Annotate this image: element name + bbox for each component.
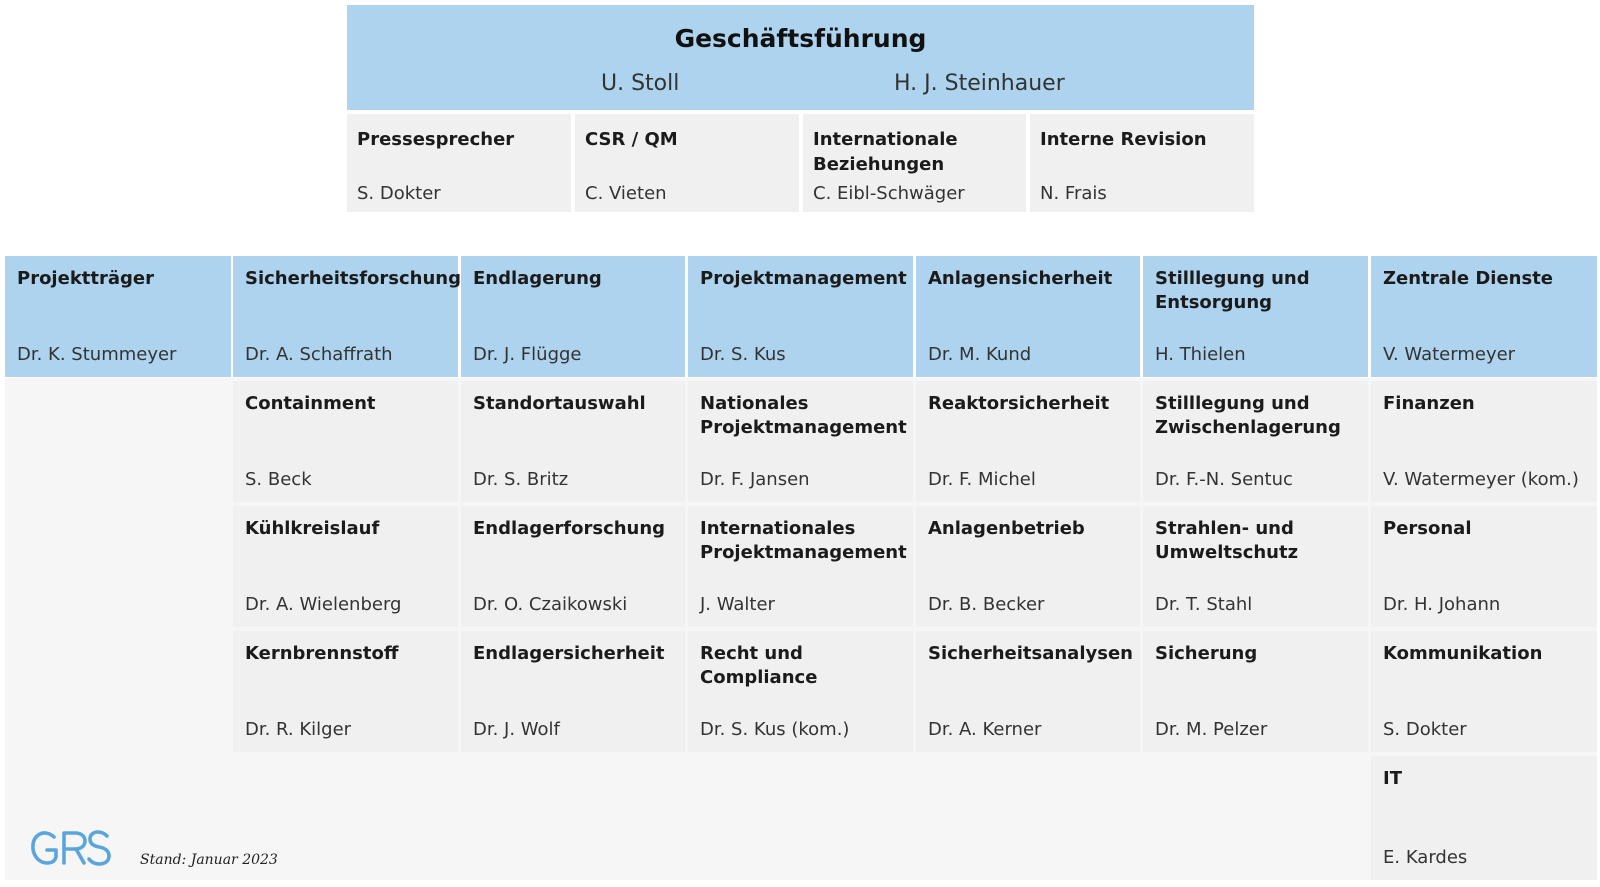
unit-title: Strahlen- und Umweltschutz <box>1155 518 1299 563</box>
staff-name: N. Frais <box>1040 183 1107 204</box>
unit-head: Dr. O. Czaikowski <box>473 594 628 615</box>
unit-title: Standortauswahl <box>473 393 646 414</box>
unit-box <box>1371 631 1597 752</box>
unit-box <box>461 381 685 502</box>
division-head: Dr. S. Kus <box>700 344 786 365</box>
unit-title: Anlagenbetrieb <box>928 518 1085 539</box>
division-head: Dr. K. Stummeyer <box>17 344 177 365</box>
unit-head: Dr. F. Jansen <box>700 469 810 490</box>
unit-title: Sicherung <box>1155 643 1258 664</box>
division-title: Anlagensicherheit <box>928 268 1113 289</box>
management-person: U. Stoll <box>601 71 680 96</box>
unit-head: Dr. R. Kilger <box>245 719 352 740</box>
division-header-projekttraeger <box>5 256 231 377</box>
management-title: Geschäftsführung <box>674 24 927 53</box>
unit-head: Dr. M. Pelzer <box>1155 719 1268 740</box>
unit-head: Dr. A. Kerner <box>928 719 1042 740</box>
unit-box <box>916 381 1140 502</box>
staff-title: Interne Revision <box>1040 129 1207 150</box>
unit-box <box>461 631 685 752</box>
unit-head: Dr. J. Wolf <box>473 719 560 740</box>
division-header-stilllegung-entsorgung <box>1143 256 1368 377</box>
unit-box <box>1371 381 1597 502</box>
unit-title: Endlagersicherheit <box>473 643 665 664</box>
staff-box-csr-qm <box>575 114 799 212</box>
unit-box <box>688 381 913 502</box>
unit-head: Dr. B. Becker <box>928 594 1045 615</box>
unit-title: Kühlkreislauf <box>245 518 380 539</box>
unit-head: Dr. S. Kus (kom.) <box>700 719 850 740</box>
division-head: Dr. M. Kund <box>928 344 1032 365</box>
unit-box <box>1143 631 1368 752</box>
unit-title: Internationales Projektmanagement <box>700 518 907 563</box>
unit-title: IT <box>1383 768 1402 789</box>
unit-head: Dr. F.-N. Sentuc <box>1155 469 1293 490</box>
staff-title: Internationale Beziehungen <box>813 129 958 175</box>
unit-title: Reaktorsicherheit <box>928 393 1110 414</box>
division-head: Dr. A. Schaffrath <box>245 344 393 365</box>
staff-box-pressesprecher <box>347 114 571 212</box>
division-head: Dr. J. Flügge <box>473 344 582 365</box>
unit-head: Dr. S. Britz <box>473 469 569 490</box>
staff-box-internationale-beziehungen <box>803 114 1026 212</box>
unit-box-it <box>1371 756 1597 880</box>
division-header-zentrale-dienste <box>1371 256 1597 377</box>
unit-box <box>1143 506 1368 627</box>
unit-box <box>461 506 685 627</box>
division-title: Projektträger <box>17 268 154 289</box>
unit-title: Containment <box>245 393 376 414</box>
staff-title: Pressesprecher <box>357 129 515 150</box>
unit-box <box>688 506 913 627</box>
division-header-endlagerung <box>461 256 685 377</box>
unit-title: Personal <box>1383 518 1472 539</box>
unit-head: S. Beck <box>245 469 312 490</box>
unit-head: E. Kardes <box>1383 847 1468 868</box>
unit-box <box>688 631 913 752</box>
unit-box <box>233 381 458 502</box>
management-person: H. J. Steinhauer <box>894 71 1065 96</box>
unit-title: Nationales Projektmanagement <box>700 393 907 438</box>
unit-title: Sicherheitsanalysen <box>928 643 1133 664</box>
unit-head: Dr. A. Wielenberg <box>245 594 402 615</box>
staff-name: C. Vieten <box>585 183 667 204</box>
unit-title: Finanzen <box>1383 393 1475 414</box>
unit-head: S. Dokter <box>1383 719 1467 740</box>
division-header-projektmanagement <box>688 256 913 377</box>
unit-box <box>916 631 1140 752</box>
unit-head: J. Walter <box>700 594 775 615</box>
unit-box <box>1143 381 1368 502</box>
division-header-anlagensicherheit <box>916 256 1140 377</box>
stand-date: Stand: Januar 2023 <box>140 852 278 868</box>
unit-head: Dr. H. Johann <box>1383 594 1501 615</box>
unit-box <box>233 631 458 752</box>
unit-title: Kernbrennstoff <box>245 643 399 664</box>
grs-logo-icon <box>31 830 111 866</box>
division-head: H. Thielen <box>1155 344 1246 365</box>
unit-title: Recht und Compliance <box>700 643 818 688</box>
staff-name: S. Dokter <box>357 183 441 204</box>
unit-box <box>1371 506 1597 627</box>
grs-logo <box>31 830 111 870</box>
unit-head: V. Watermeyer (kom.) <box>1383 469 1579 490</box>
unit-box <box>233 506 458 627</box>
division-head: V. Watermeyer <box>1383 344 1516 365</box>
division-title: Endlagerung <box>473 268 602 289</box>
division-title: Projektmanagement <box>700 268 907 289</box>
staff-name: C. Eibl-Schwäger <box>813 183 965 204</box>
unit-head: Dr. F. Michel <box>928 469 1036 490</box>
unit-title: Stilllegung und Zwischenlagerung <box>1155 393 1341 438</box>
staff-title: CSR / QM <box>585 129 678 150</box>
management-box <box>347 5 1254 110</box>
unit-head: Dr. T. Stahl <box>1155 594 1253 615</box>
division-header-sicherheitsforschung <box>233 256 461 377</box>
staff-box-interne-revision <box>1030 114 1254 212</box>
unit-box <box>916 506 1140 627</box>
division-title: Zentrale Dienste <box>1383 268 1554 289</box>
division-title: Stilllegung und Entsorgung <box>1155 268 1310 313</box>
unit-title: Endlagerforschung <box>473 518 666 539</box>
division-title: Sicherheitsforschung <box>245 268 461 289</box>
unit-title: Kommunikation <box>1383 643 1543 664</box>
